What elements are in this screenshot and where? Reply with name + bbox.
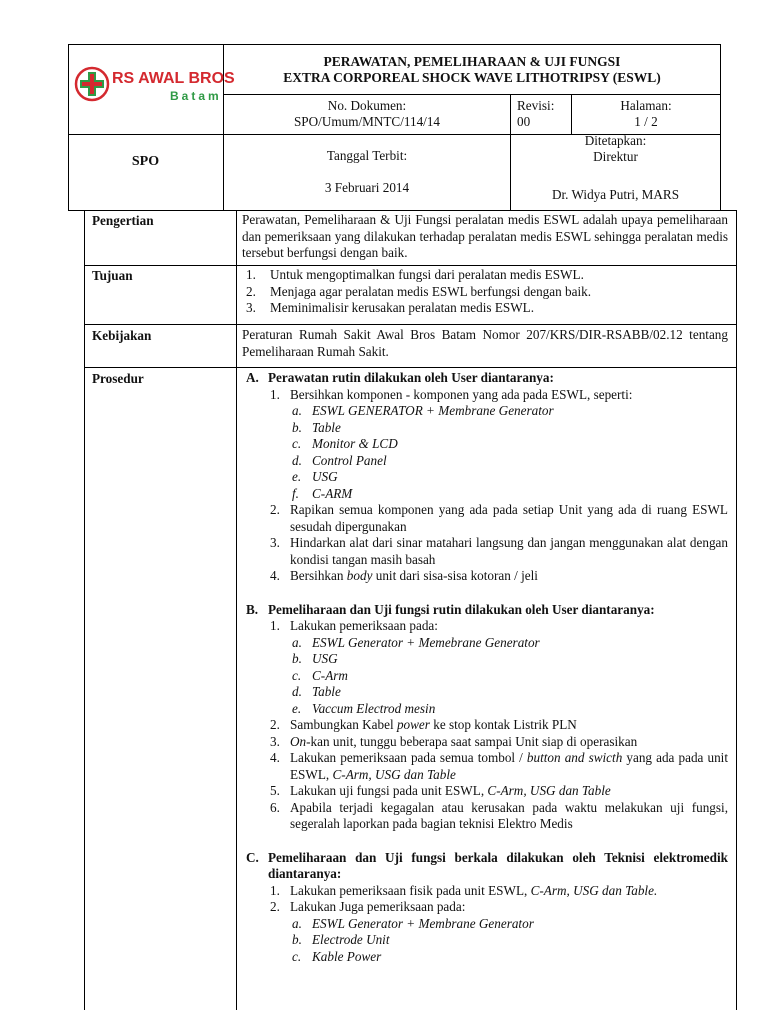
hospital-logo — [74, 64, 235, 110]
logo-subtitle: Batam — [170, 89, 222, 103]
revision-cell — [517, 98, 571, 130]
list-item: c. Kable Power — [292, 948, 382, 964]
issue-date-cell — [224, 148, 510, 196]
doc-title — [224, 54, 720, 86]
page-label: Halaman: — [620, 98, 672, 113]
pengertian-label: Pengertian — [92, 213, 154, 228]
spo-label: SPO — [131, 154, 160, 169]
issue-date-label: Tanggal Terbit: — [326, 148, 408, 163]
tujuan-list — [246, 267, 728, 317]
list-item: a. ESWL GENERATOR + Membrane Generator — [292, 403, 554, 418]
list-item: 3. Meminimalisir kerusakan peralatan medis ESWL. — [246, 300, 535, 315]
list-item: 1. Bersihkan komponen - komponen yang ada pada ESWL, seperti: — [270, 386, 633, 402]
doc-number-cell — [224, 98, 510, 130]
section-a-heading: A. Perawatan rutin dilakukan oleh User diantaranya: — [246, 370, 554, 385]
doc-number-value: SPO/Umum/MNTC/114/14 — [293, 114, 441, 129]
approval-name: Dr. Widya Putri, MARS — [551, 187, 680, 202]
cross-emblem-icon — [74, 66, 110, 102]
approval-cell — [511, 133, 720, 203]
issue-date-value: 3 Februari 2014 — [324, 180, 410, 195]
list-item: 2. Sambungkan Kabel power ke stop kontak Listrik PLN — [270, 717, 577, 732]
list-item: e. USG — [292, 469, 338, 484]
list-item: 6. Apabila terjadi kegagalan atau kerusakan pada waktu melakukan uji fungsi, segeralah laporkan pada bagian teknisi Elektro Medis — [270, 799, 728, 831]
revision-value: 00 — [517, 114, 531, 129]
list-item: b. USG — [292, 651, 338, 666]
list-item: 3. Hindarkan alat dari sinar matahari langsung dan jangan menggunakan alat dengan kondisi tangan masih basah — [270, 535, 728, 567]
logo-name: RS AWAL BROS — [112, 70, 235, 87]
revision-label: Revisi: — [517, 98, 555, 113]
section-b-heading: B. Pemeliharaan dan Uji fungsi rutin dilakukan oleh User diantaranya: — [246, 601, 655, 617]
page-cell — [572, 98, 720, 130]
list-item: 2. Lakukan Juga pemeriksaan pada: — [270, 899, 466, 914]
prosedur-label: Prosedur — [92, 371, 144, 386]
approval-label: Ditetapkan: — [584, 133, 647, 148]
list-item: 2. Menjaga agar peralatan medis ESWL berfungsi dengan baik. — [246, 283, 592, 299]
list-item: b. Electrode Unit — [292, 932, 390, 947]
doc-title-line2: EXTRA CORPOREAL SHOCK WAVE LITHOTRIPSY (ESWL) — [283, 70, 661, 85]
list-item: c. C-Arm — [292, 667, 348, 683]
kebijakan-text: Peraturan Rumah Sakit Awal Bros Batam Nomor 207/KRS/DIR-RSABB/02.12 tentang Pemeliharaan Rumah Sakit. — [242, 327, 728, 359]
list-item: f. C-ARM — [292, 485, 353, 501]
list-item: d. Table — [292, 684, 341, 699]
list-item: 2. Rapikan semua komponen yang ada pada setiap Unit yang ada di ruang ESWL sesudah dipergunakan — [270, 502, 728, 534]
list-item: 5. Lakukan uji fungsi pada unit ESWL, C-Arm, USG dan Table — [270, 783, 611, 798]
list-item: d. Control Panel — [292, 452, 387, 468]
doc-number-label: No. Dokumen: — [327, 98, 407, 113]
list-item: e. Vaccum Electrod mesin — [292, 700, 436, 716]
kebijakan-label: Kebijakan — [92, 328, 152, 343]
list-item: 4. Bersihkan body unit dari sisa-sisa kotoran / jeli — [270, 568, 538, 583]
prosedur-content — [246, 370, 728, 965]
tujuan-label: Tujuan — [92, 268, 133, 283]
list-item: 1. Untuk mengoptimalkan fungsi dari peralatan medis ESWL. — [246, 267, 584, 282]
list-item: a. ESWL Generator + Membrane Generator — [292, 915, 534, 931]
doc-title-line1: PERAWATAN, PEMELIHARAAN & UJI FUNGSI — [323, 54, 621, 69]
list-item: 4. Lakukan pemeriksaan pada semua tombol / button and swicth yang ada pada unit ESWL, C-Arm, USG dan Table — [270, 750, 728, 782]
list-item: a. ESWL Generator + Memebrane Generator — [292, 634, 540, 650]
list-item: c. Monitor & LCD — [292, 436, 398, 451]
list-item: 3. On-kan unit, tunggu beberapa saat sampai Unit siap di operasikan — [270, 733, 638, 749]
approval-role: Direktur — [593, 149, 638, 164]
page-value: 1 / 2 — [634, 114, 658, 129]
pengertian-text: Perawatan, Pemeliharaan & Uji Fungsi peralatan medis ESWL adalah upaya pemeliharaan dan pemeriksaan yang dilakukan terhadap peralatan medis ESWL sehingga peralatan medis tersebut berfungsi dengan baik. — [242, 212, 728, 260]
section-c-heading: C. Pemeliharaan dan Uji fungsi berkala dilakukan oleh Teknisi elektromedik diantaranya: — [246, 849, 728, 881]
list-item: 1. Lakukan pemeriksaan fisik pada unit ESWL, C-Arm, USG dan Table. — [270, 882, 658, 898]
list-item: 1. Lakukan pemeriksaan pada: — [270, 618, 438, 633]
list-item: b. Table — [292, 419, 341, 435]
